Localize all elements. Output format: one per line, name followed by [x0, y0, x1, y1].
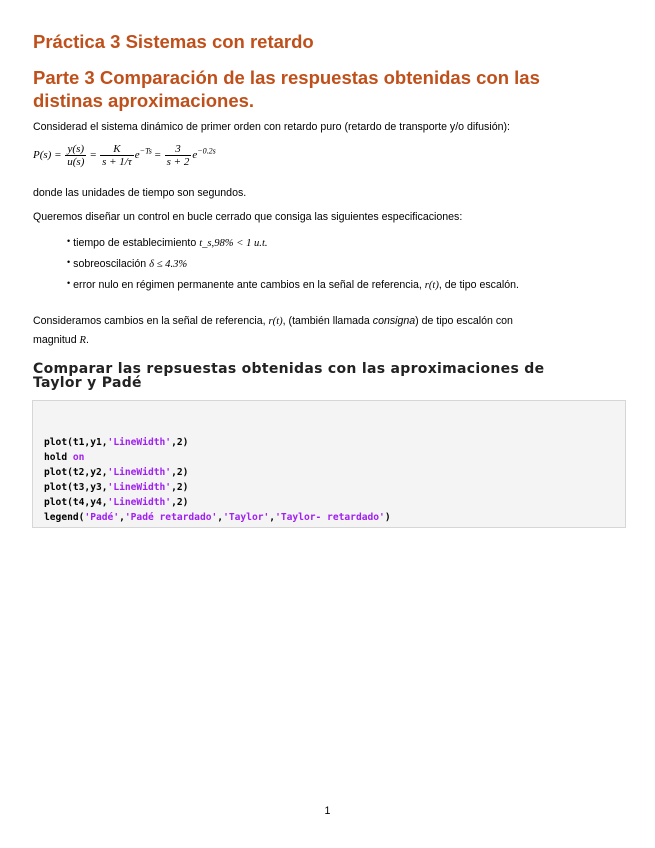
formula-exponent-2: −0.2s — [197, 146, 216, 156]
code-listing — [44, 436, 391, 525]
formula-lhs: P(s) = — [33, 149, 62, 162]
section-title: Parte 3 Comparación de las respuestas obtenidas con las distinas aproximaciones. — [33, 67, 540, 111]
units-note: donde las unidades de tiempo son segundos. — [33, 187, 247, 199]
code-line: hold on — [44, 451, 85, 463]
code-line: plot(t2,y2,'LineWidth',2) — [44, 466, 189, 478]
code-block[interactable] — [32, 400, 626, 528]
code-line: plot(t1,y1,'LineWidth',2) — [44, 437, 189, 448]
formula-fraction-2: $\frac{K}{s + 1/\tau}$ — [102, 143, 132, 168]
formula-exponent-1: −Ts — [139, 146, 152, 156]
code-line: plot(t3,y3,'LineWidth',2) — [44, 481, 189, 493]
formula-fraction-1: $\frac{y(s)}{u(s)}$ — [67, 143, 85, 168]
spec-item: • error nulo en régimen permanente ante cambios en la señal de referencia, r(t), de tipo escalón. — [67, 278, 519, 291]
subsection-title: Comparar las repsuestas obtenidas con las aproximaciones de Taylor y Padé — [33, 361, 545, 391]
reference-note: Consideramos cambios en la señal de referencia, r(t), (también llamada consigna) de tipo escalón con magnitud R. — [33, 315, 513, 346]
transfer-function-formula: P(s) = $\frac{y(s)}{u(s)}$ = $\frac{K}{s + 1/\tau}$ $e^{-Ts}$ = $\frac{3}{s + 2}$ $e^{-0.2s}$ — [33, 143, 216, 168]
formula-fraction-3: $\frac{3}{s + 2}$ — [166, 143, 190, 168]
code-line: plot(t4,y4,'LineWidth',2) — [44, 496, 189, 508]
intro-paragraph: Considerad el sistema dinámico de primer orden con retardo puro (retardo de transporte y/o difusión): — [33, 121, 510, 133]
spec-item: • sobreoscilación δ ≤ 4.3% — [67, 257, 188, 270]
specifications-list — [67, 236, 519, 299]
design-intro: Queremos diseñar un control en bucle cerrado que consiga las siguientes especificaciones: — [33, 211, 463, 223]
code-line: legend('Padé','Padé retardado','Taylor','Taylor- retardado') — [44, 511, 391, 523]
spec-item: • tiempo de establecimiento t_s,98% < 1 u.t. — [67, 236, 268, 249]
page-number: 1 — [324, 805, 331, 817]
page-title: Práctica 3 Sistemas con retardo — [33, 31, 314, 52]
